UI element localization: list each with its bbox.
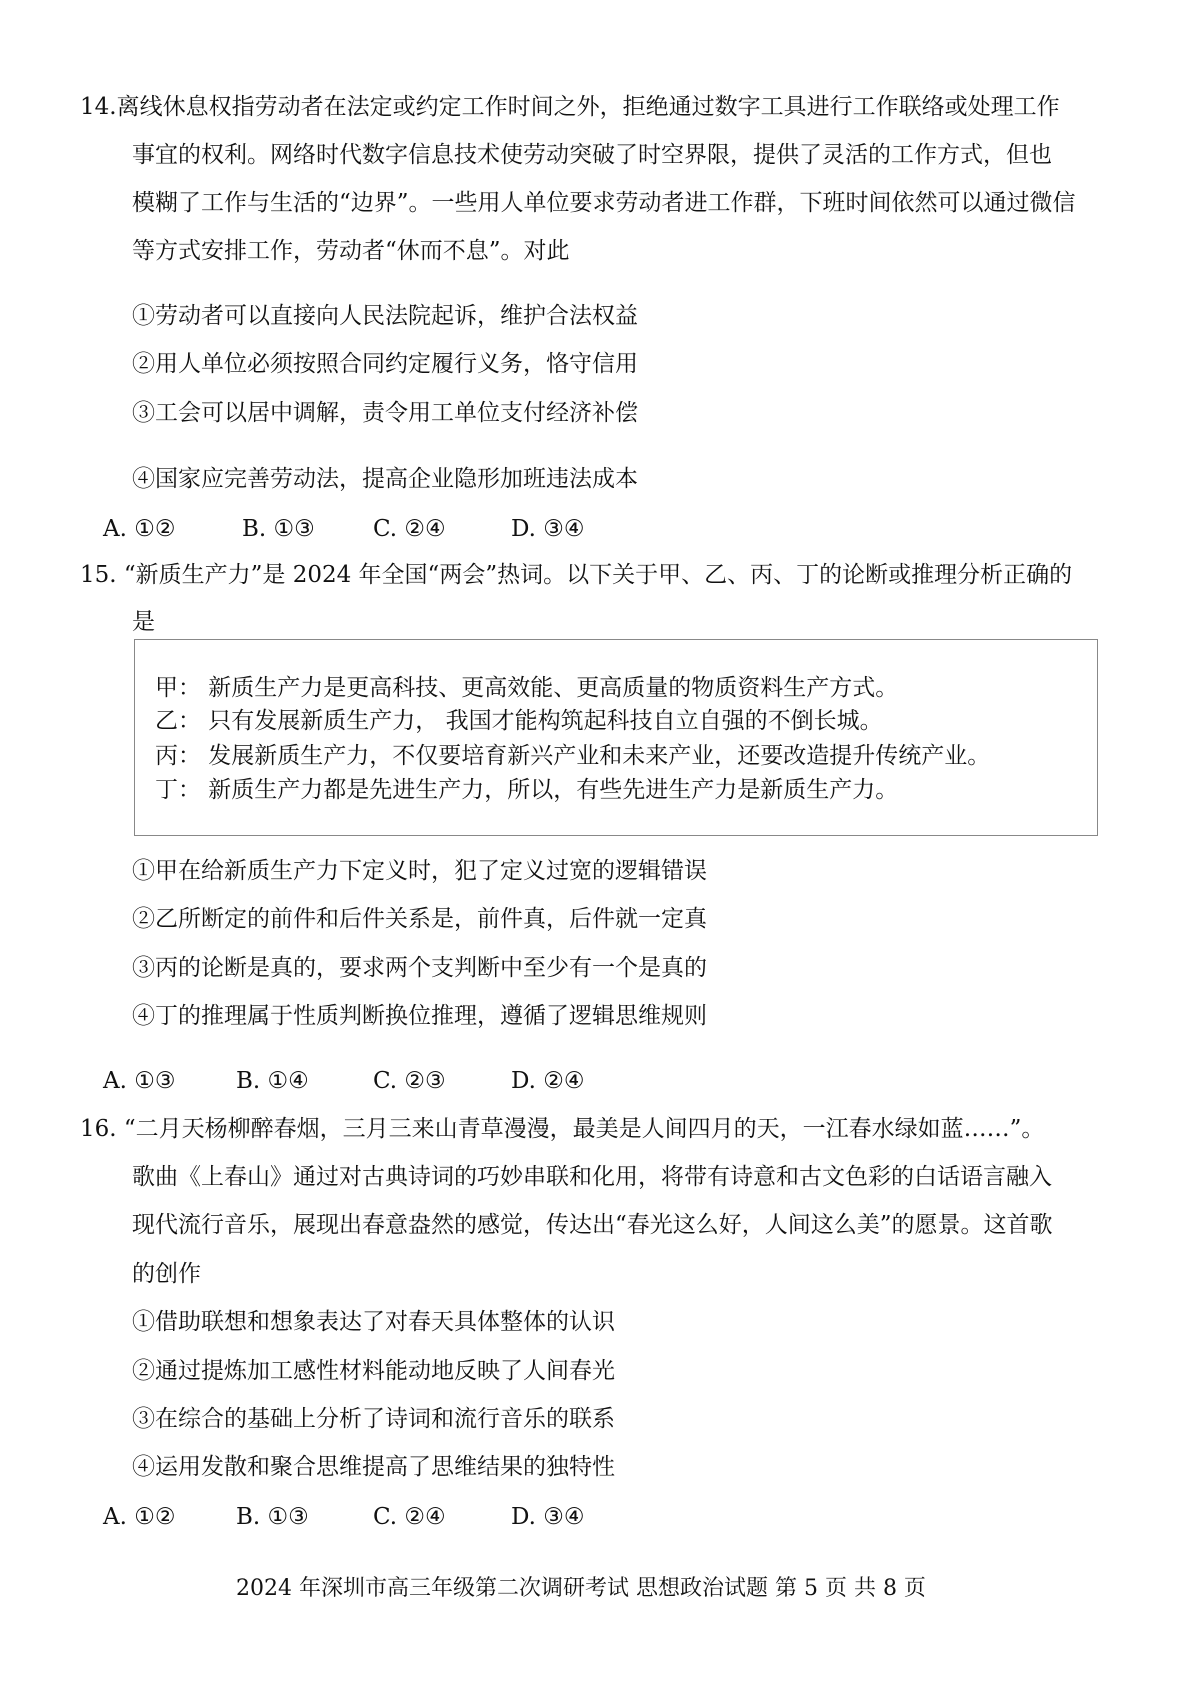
page-footer: 2024 年深圳市高三年级第二次调研考试 思想政治试题 第 5 页 共 8 页 <box>236 1576 926 1601</box>
q14-statement-3: ③工会可以居中调解，责令用工单位支付经济补偿 <box>132 400 638 426</box>
q14-statement-2: ②用人单位必须按照合同约定履行义务，恪守信用 <box>132 351 638 377</box>
q16-stem-line-3: 现代流行音乐，展现出春意盎然的感觉，传达出“春光这么好，人间这么美”的愿景。这首歌 <box>132 1212 1053 1238</box>
q15-statement-3: ③丙的论断是真的，要求两个支判断中至少有一个是真的 <box>132 955 707 981</box>
q14-option-c: C. ②④ <box>373 516 446 542</box>
q15-option-c: C. ②③ <box>373 1068 446 1094</box>
q14-statement-1: ①劳动者可以直接向人民法院起诉，维护合法权益 <box>132 303 638 329</box>
q16-statement-3: ③在综合的基础上分析了诗词和流行音乐的联系 <box>132 1406 615 1432</box>
q16-option-b: B. ①③ <box>236 1504 309 1530</box>
q15-box-line-ding: 丁： 新质生产力都是先进生产力，所以，有些先进生产力是新质生产力。 <box>155 777 899 803</box>
q15-stem-line-1: 15. “新质生产力”是 2024 年全国“两会”热词。以下关于甲、乙、丙、丁的论断或推理分析正确的 <box>80 562 1073 588</box>
q16-stem-line-1: 16. “二月天杨柳醉春烟，三月三来山青草漫漫，最美是人间四月的天，一江春水绿如蓝……”。 <box>80 1116 1045 1142</box>
q14-stem-line-4: 等方式安排工作，劳动者“休而不息”。对此 <box>132 238 570 264</box>
q15-box-line-jia: 甲： 新质生产力是更高科技、更高效能、更高质量的物质资料生产方式。 <box>155 675 899 701</box>
q16-stem-line-2: 歌曲《上春山》通过对古典诗词的巧妙串联和化用，将带有诗意和古文色彩的白话语言融入 <box>132 1164 1052 1190</box>
q15-option-b: B. ①④ <box>236 1068 309 1094</box>
q14-stem-line-2: 事宜的权利。网络时代数字信息技术使劳动突破了时空界限，提供了灵活的工作方式，但也 <box>132 142 1052 168</box>
q16-statement-4: ④运用发散和聚合思维提高了思维结果的独特性 <box>132 1454 615 1480</box>
q16-statement-1: ①借助联想和想象表达了对春天具体整体的认识 <box>132 1309 615 1335</box>
q14-option-b: B. ①③ <box>242 516 315 542</box>
q15-statement-1: ①甲在给新质生产力下定义时，犯了定义过宽的逻辑错误 <box>132 858 707 884</box>
q15-option-a: A. ①③ <box>103 1068 176 1094</box>
q16-option-c: C. ②④ <box>373 1504 446 1530</box>
q15-stem-line-2: 是 <box>132 609 155 635</box>
q15-option-d: D. ②④ <box>511 1068 585 1094</box>
q16-option-d: D. ③④ <box>511 1504 585 1530</box>
q16-stem-line-4: 的创作 <box>132 1261 201 1287</box>
q14-option-d: D. ③④ <box>511 516 585 542</box>
q15-box-line-bing: 丙： 发展新质生产力，不仅要培育新兴产业和未来产业，还要改造提升传统产业。 <box>155 743 991 769</box>
q14-stem-line-3: 模糊了工作与生活的“边界”。一些用人单位要求劳动者进工作群，下班时间依然可以通过微信 <box>132 190 1076 216</box>
q14-stem-line-1: 14.离线休息权指劳动者在法定或约定工作时间之外，拒绝通过数字工具进行工作联络或处理工作 <box>80 94 1060 120</box>
q15-statement-2: ②乙所断定的前件和后件关系是，前件真，后件就一定真 <box>132 906 707 932</box>
q15-statement-4: ④丁的推理属于性质判断换位推理，遵循了逻辑思维规则 <box>132 1003 707 1029</box>
q15-statements-box <box>134 639 1098 836</box>
q16-statement-2: ②通过提炼加工感性材料能动地反映了人间春光 <box>132 1358 615 1384</box>
q14-option-a: A. ①② <box>103 516 176 542</box>
q15-box-line-yi: 乙： 只有发展新质生产力， 我国才能构筑起科技自立自强的不倒长城。 <box>155 708 883 734</box>
q14-statement-4: ④国家应完善劳动法，提高企业隐形加班违法成本 <box>132 466 638 492</box>
q16-option-a: A. ①② <box>103 1504 176 1530</box>
